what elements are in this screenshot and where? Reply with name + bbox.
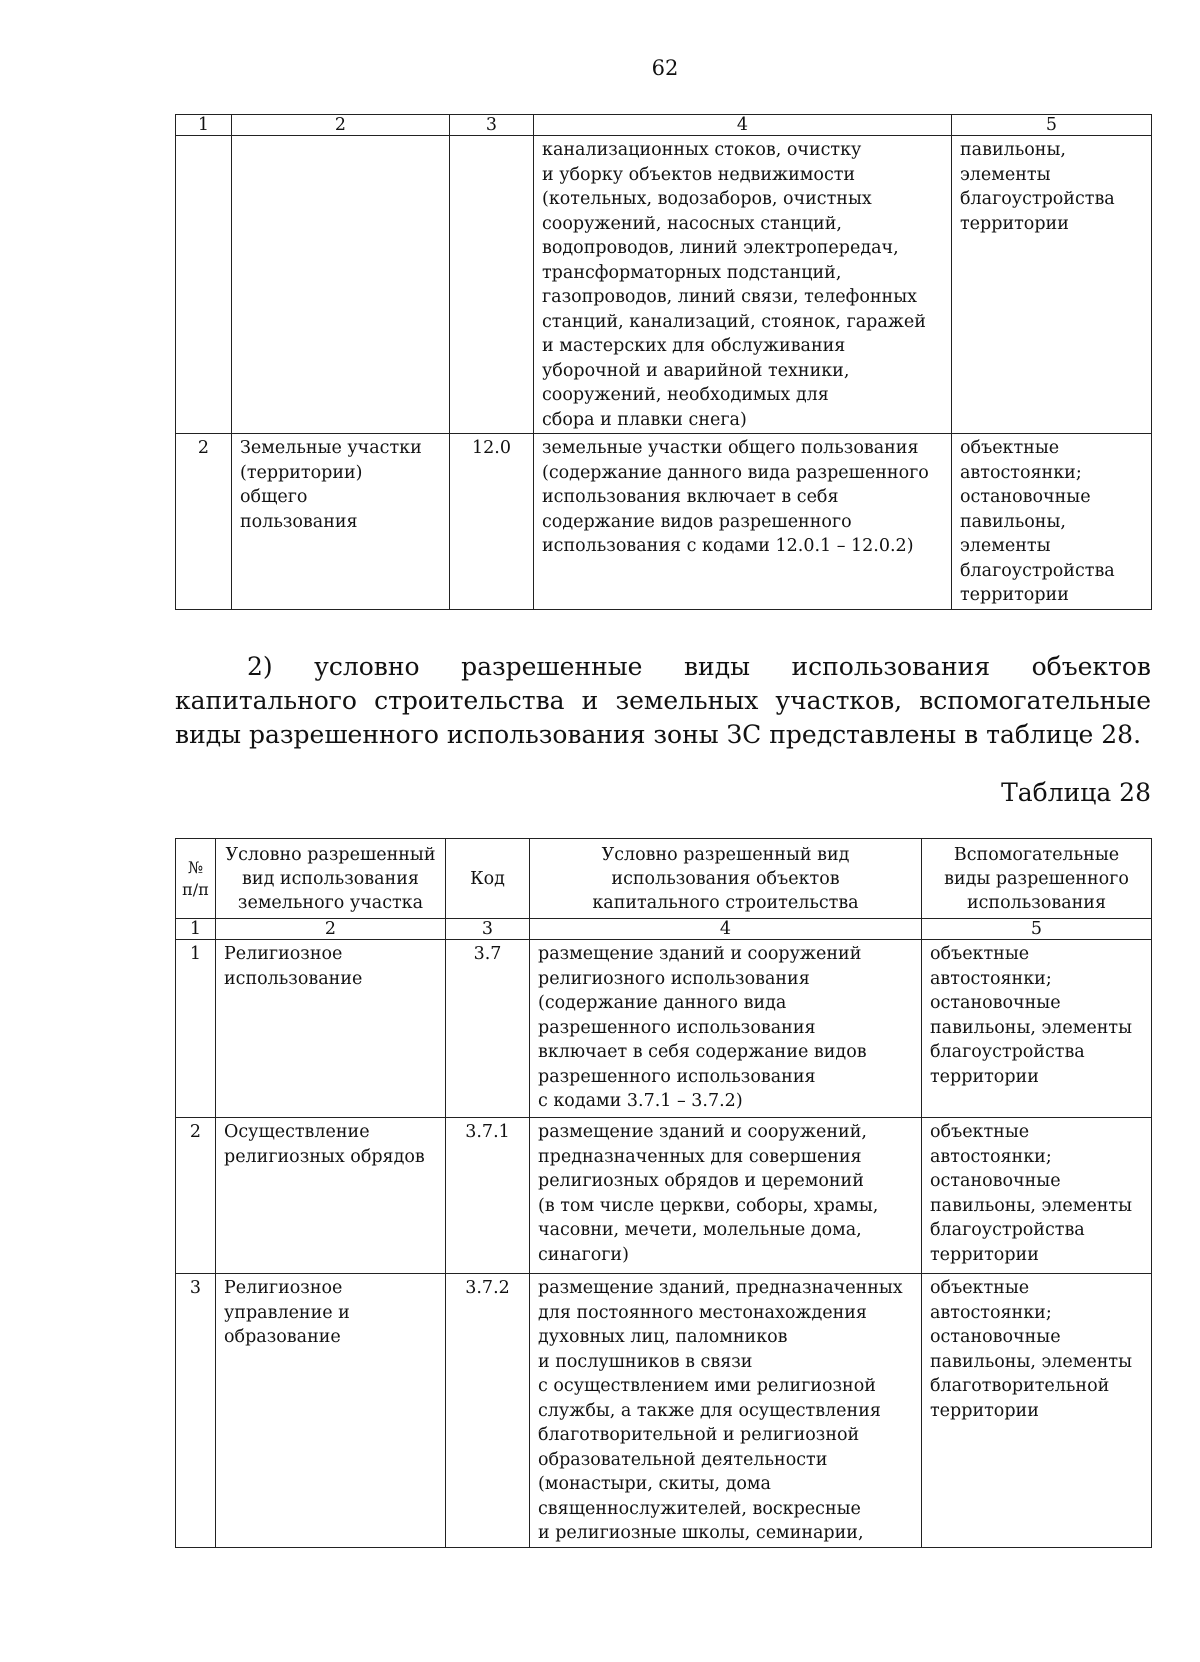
column-number: 1	[176, 115, 232, 136]
header-description: Условно разрешенный вид использования объектов капитального строительства	[530, 839, 922, 919]
land-use-cell: Земельные участки (территории) общего пользования	[232, 434, 450, 610]
header-row	[176, 839, 1152, 919]
code-cell	[450, 136, 534, 434]
column-number: 4	[534, 115, 952, 136]
code-cell: 12.0	[450, 434, 534, 610]
table-row	[176, 940, 1152, 1118]
column-number: 5	[952, 115, 1152, 136]
code-cell: 3.7.2	[446, 1274, 530, 1548]
column-number: 4	[530, 919, 922, 940]
body-paragraph: 2) условно разрешенные виды использования объектов капитального строительства и земельных участков, вспомогательные виды разрешенного использования зоны ЗС представлены в таблице 28.	[175, 652, 1151, 749]
row-number-cell: 2	[176, 434, 232, 610]
description-cell: земельные участки общего пользования (содержание данного вида разрешенного использования включает в себя содержание видов разрешенного использования с кодами 12.0.1 – 12.0.2)	[534, 434, 952, 610]
column-number: 1	[176, 919, 216, 940]
auxiliary-use-cell: объектные автостоянки; остановочные павильоны, элементы благотворительной территории	[922, 1274, 1152, 1548]
land-use-cell: Религиозное управление и образование	[216, 1274, 446, 1548]
table-28	[175, 838, 1152, 1548]
table-row	[176, 1118, 1152, 1274]
description-cell: канализационных стоков, очистку и уборку объектов недвижимости (котельных, водозаборов, очистных сооружений, насосных станций, водопроводов, линий электропередач, трансформаторных подстанций, газопроводов, линий связи, телефонных станций, канализаций, стоянок, гаражей и мастерских для обслуживания уборочной и аварийной техники, сооружений, необходимых для сбора и плавки снега)	[534, 136, 952, 434]
code-cell: 3.7	[446, 940, 530, 1118]
land-use-cell: Религиозное использование	[216, 940, 446, 1118]
code-cell: 3.7.1	[446, 1118, 530, 1274]
column-number: 2	[232, 115, 450, 136]
header-number: № п/п	[176, 839, 216, 919]
auxiliary-use-cell: павильоны, элементы благоустройства территории	[952, 136, 1152, 434]
description-cell: размещение зданий и сооружений, предназначенных для совершения религиозных обрядов и церемоний (в том числе церкви, соборы, храмы, часовни, мечети, молельные дома, синагоги)	[530, 1118, 922, 1274]
header-auxiliary: Вспомогательные виды разрешенного использования	[922, 839, 1152, 919]
page-number: 62	[651, 56, 679, 80]
header-code: Код	[446, 839, 530, 919]
land-use-cell: Осуществление религиозных обрядов	[216, 1118, 446, 1274]
header-land-use: Условно разрешенный вид использования земельного участка	[216, 839, 446, 919]
column-number: 5	[922, 919, 1152, 940]
column-number-row	[176, 919, 1152, 940]
continued-table	[175, 114, 1152, 610]
column-number-row	[176, 115, 1152, 136]
description-cell: размещение зданий, предназначенных для постоянного местонахождения духовных лиц, паломников и послушников в связи с осуществлением ими религиозной службы, а также для осуществления благотворительной и религиозной образовательной деятельности (монастыри, скиты, дома священнослужителей, воскресные и религиозные школы, семинарии,	[530, 1274, 922, 1548]
table-row	[176, 434, 1152, 610]
table-caption: Таблица 28	[1001, 778, 1151, 807]
auxiliary-use-cell: объектные автостоянки; остановочные павильоны, элементы благоустройства территории	[922, 940, 1152, 1118]
table-row	[176, 1274, 1152, 1548]
row-number-cell: 3	[176, 1274, 216, 1548]
auxiliary-use-cell: объектные автостоянки; остановочные павильоны, элементы благоустройства территории	[952, 434, 1152, 610]
column-number: 2	[216, 919, 446, 940]
column-number: 3	[446, 919, 530, 940]
auxiliary-use-cell: объектные автостоянки; остановочные павильоны, элементы благоустройства территории	[922, 1118, 1152, 1274]
row-number-cell: 2	[176, 1118, 216, 1274]
land-use-cell	[232, 136, 450, 434]
table-row	[176, 136, 1152, 434]
row-number-cell: 1	[176, 940, 216, 1118]
description-cell: размещение зданий и сооружений религиозного использования (содержание данного вида разрешенного использования включает в себя содержание видов разрешенного использования с кодами 3.7.1 – 3.7.2)	[530, 940, 922, 1118]
column-number: 3	[450, 115, 534, 136]
row-number-cell	[176, 136, 232, 434]
